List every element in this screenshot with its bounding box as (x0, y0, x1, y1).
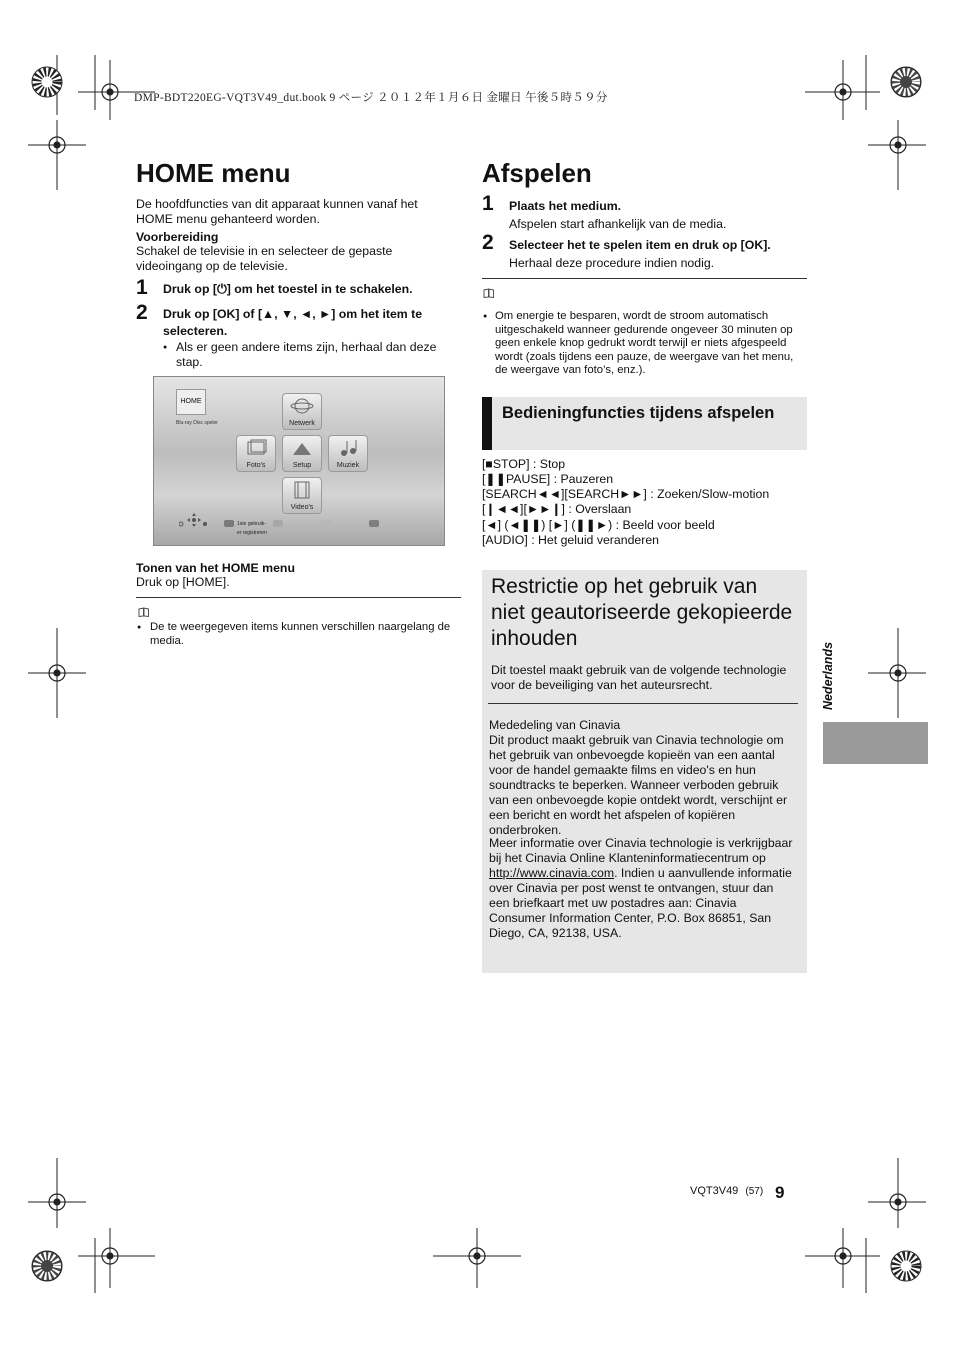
cinavia-contact (489, 836, 795, 941)
setup-label: Setup (292, 462, 312, 469)
language-tab (823, 722, 928, 764)
remote-arrows-icon (179, 511, 209, 529)
network-tile (282, 393, 322, 430)
function-line: [SEARCH◄◄][SEARCH►►] : Zoeken/Slow-motion (482, 487, 770, 501)
music-tile (328, 435, 368, 472)
doc-ref: (57) (745, 1186, 764, 1197)
restriction-intro: Dit toestel maakt gebruik van de volgende technologie voor de beveiliging van het auteursrecht. (491, 663, 787, 692)
print-header: DMP-BDT220EG-VQT3V49_dut.book 9 ページ ２０１２年１月６日 金曜日 午後５時５９分 (134, 92, 608, 104)
step-bullet-text: Als er geen andere items zijn, herhaal dan deze stap. (176, 340, 437, 369)
cinavia-more: Meer informatie over Cinavia technologie is verkrijgbaar bij het Cinavia Online Klanteninformatiecentrum op (489, 836, 793, 865)
note-book-icon (483, 288, 495, 298)
film-icon (290, 481, 314, 499)
divider (488, 703, 798, 704)
section-title: Bedieningfuncties tijdens afspelen (502, 404, 775, 422)
blue-button-chip (369, 520, 379, 527)
yellow-button-chip (321, 520, 331, 527)
photos-label: Foto's (246, 462, 266, 469)
globe-icon (290, 397, 314, 415)
note-book-icon (138, 607, 150, 617)
home-menu-screenshot (153, 376, 445, 546)
green-button-chip (273, 520, 283, 527)
step-number: 1 (482, 192, 494, 215)
step-sub: Herhaal deze procedure indien nodig. (509, 256, 715, 270)
red-button-chip (224, 520, 234, 527)
prep-heading: Voorbereiding (136, 230, 219, 244)
step-text: Druk op [⏻] om het toestel in te schakelen. (163, 282, 413, 296)
bullet-dot: ● (163, 344, 168, 351)
step-number: 1 (136, 276, 148, 299)
home-intro: De hoofdfuncties van dit apparaat kunnen vanaf het HOME menu gehanteerd worden. (136, 197, 418, 226)
language-label: Nederlands (821, 641, 835, 711)
music-note-icon (336, 439, 360, 457)
tools-icon (290, 439, 314, 457)
language-label-box (818, 636, 838, 720)
divider (136, 597, 461, 598)
cinavia-post: . Indien u aanvullende informatie over Cinavia per post wenst te ontvangen, stuur dan een briefkaart met uw postadres aan: Cinavia Consumer Information Center, P.O. Box 86851, San Diego, CA, 92138, USA. (489, 866, 792, 940)
footer-label-1: 1ste gebruik- (237, 521, 266, 527)
function-line: [❚❚PAUSE] : Pauzeren (482, 472, 614, 486)
step-text: Druk op [OK] of [▲, ▼, ◄, ►] om het item te selecteren. (163, 307, 423, 338)
videos-label: Video's (290, 504, 314, 511)
music-label: Muziek (336, 462, 360, 469)
setup-tile (282, 435, 322, 472)
home-label: HOME (176, 389, 206, 415)
doc-code: VQT3V49 (690, 1185, 739, 1197)
page-title-afspelen: Afspelen (482, 158, 592, 188)
network-label: Netwerk (289, 420, 315, 427)
cinavia-link[interactable]: http://www.cinavia.com (489, 866, 615, 880)
videos-tile (282, 477, 322, 514)
note-text: Om energie te besparen, wordt de stroom automatisch uitgeschakeld wanneer gedurende ongeveer 30 minuten op geen enkele knop gedrukt wordt terwijl er niets afgespeeld wordt (zoals tijdens een pauze, de weergave van het menu, de weergave van foto’s, enz.). (495, 310, 794, 376)
footer-label-2: er registreren (237, 530, 267, 536)
photo-icon (244, 439, 268, 457)
cinavia-text: Dit product maakt gebruik van Cinavia technologie om het gebruik van onbevoegde kopieën van een aantal voor de handel gemaakte films en video's en hun soundtracks te beperken. Wanneer verboden gebruik van een onbevoegde kopie ontdekt wordt, verschijnt er een bericht en wordt het afspelen of kopiëren onderbroken. (489, 733, 788, 837)
page-number: 9 (775, 1183, 785, 1202)
photos-tile (236, 435, 276, 472)
section-header-bar (482, 397, 492, 450)
show-heading: Tonen van het HOME menu (136, 561, 295, 575)
bullet-dot: ● (137, 624, 142, 631)
note-text: De te weergegeven items kunnen verschillen naargelang de media. (150, 621, 451, 647)
prep-text: Schakel de televisie in en selecteer de gepaste videoingang op de televisie. (136, 244, 393, 273)
bullet-dot: ● (483, 313, 488, 320)
function-line: [❙◄◄][►►❙] : Overslaan (482, 502, 632, 516)
cinavia-heading: Mededeling van Cinavia (489, 718, 621, 732)
step-sub: Afspelen start afhankelijk van de media. (509, 217, 727, 231)
restriction-title: Restrictie op het gebruik van niet geautoriseerde gekopieerde inhouden (491, 575, 793, 650)
function-line: [■STOP] : Stop (482, 457, 566, 471)
function-line: [◄] (◄❚❚) [►] (❚❚►) : Beeld voor beeld (482, 518, 715, 532)
step-number: 2 (136, 301, 148, 324)
divider (482, 278, 807, 279)
page-title-home-menu: HOME menu (136, 158, 291, 188)
step-number: 2 (482, 231, 494, 254)
step-text: Selecteer het te spelen item en druk op [OK]. (509, 238, 771, 252)
device-label: Blu-ray Disc speler (176, 420, 218, 426)
show-text: Druk op [HOME]. (136, 575, 230, 589)
function-line: [AUDIO] : Het geluid veranderen (482, 533, 660, 547)
step-text: Plaats het medium. (509, 199, 622, 213)
footer-code (690, 1185, 763, 1197)
